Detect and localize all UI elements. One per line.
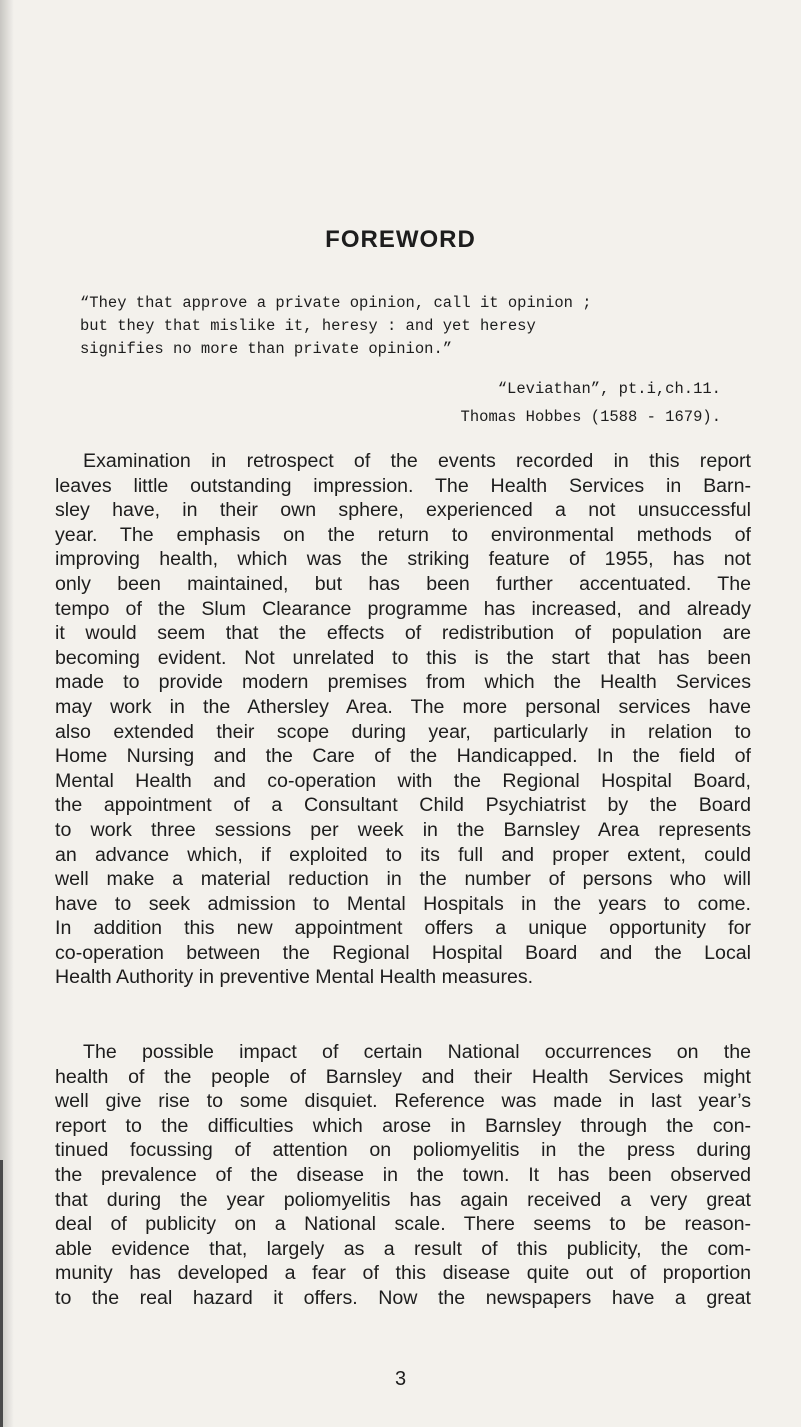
text-line: health of the people of Barnsley and their Health Services might — [55, 1065, 751, 1088]
epigraph-line: signifies no more than private opinion.” — [80, 340, 453, 358]
epigraph-source: “Leviathan”, pt.i,ch.11. — [497, 380, 721, 398]
text-line: made to provide modern premises from which the Health Services — [55, 671, 751, 694]
text-line: co-operation between the Regional Hospital Board and the Local — [55, 941, 751, 964]
text-line: that during the year poliomyelitis has again received a very great — [55, 1188, 751, 1211]
text-line: also extended their scope during year, particularly in relation to — [55, 720, 751, 743]
epigraph-attribution — [0, 375, 721, 431]
text-line: sley have, in their own sphere, experienced a not unsuccessful — [55, 499, 751, 522]
epigraph-line: but they that mislike it, heresy : and yet heresy — [80, 317, 536, 335]
page-heading: FOREWORD — [325, 226, 476, 253]
text-line: Health Authority in preventive Mental Health measures. — [55, 966, 534, 989]
text-line: In addition this new appointment offers a unique opportunity for — [55, 917, 751, 940]
text-line: tempo of the Slum Clearance programme has increased, and already — [55, 597, 751, 620]
text-line: able evidence that, largely as a result of this publicity, the com- — [55, 1237, 751, 1260]
text-line: it would seem that the effects of redistribution of population are — [55, 622, 751, 645]
text-line: have to seek admission to Mental Hospitals in the years to come. — [55, 892, 751, 915]
text-line: report to the difficulties which arose in Barnsley through the con- — [55, 1114, 751, 1137]
text-line: deal of publicity on a National scale. There seems to be reason- — [55, 1213, 751, 1236]
text-line: only been maintained, but has been further accentuated. The — [55, 572, 751, 595]
epigraph-author: Thomas Hobbes (1588 - 1679). — [460, 408, 721, 426]
epigraph-line: “They that approve a private opinion, call it opinion ; — [80, 294, 592, 312]
text-line: Mental Health and co-operation with the Regional Hospital Board, — [55, 769, 751, 792]
text-line: The possible impact of certain National occurrences on the — [83, 1041, 751, 1063]
text-line: well make a material reduction in the number of persons who will — [55, 868, 751, 891]
text-line: the appointment of a Consultant Child Psychiatrist by the Board — [55, 794, 751, 817]
text-line: Examination in retrospect of the events recorded in this report — [83, 450, 751, 472]
text-line: to work three sessions per week in the Barnsley Area represents — [55, 818, 751, 841]
text-line: munity has developed a fear of this disease quite out of proportion — [55, 1262, 751, 1285]
text-line: improving health, which was the striking feature of 1955, has not — [55, 548, 751, 571]
text-line: to the real hazard it offers. Now the newspapers have a great — [55, 1286, 751, 1309]
page-number: 3 — [394, 1368, 407, 1390]
text-line: well give rise to some disquiet. Reference was made in last year’s — [55, 1090, 751, 1113]
text-line: year. The emphasis on the return to environmental methods of — [55, 523, 751, 546]
paragraph-2 — [55, 1040, 751, 1311]
text-line: an advance which, if exploited to its full and proper extent, could — [55, 843, 751, 866]
text-line: leaves little outstanding impression. The Health Services in Barn- — [55, 474, 751, 497]
paragraph-1 — [55, 449, 751, 990]
text-line: Home Nursing and the Care of the Handicapped. In the field of — [55, 745, 751, 768]
text-line: becoming evident. Not unrelated to this is the start that has been — [55, 646, 751, 669]
text-line: tinued focussing of attention on poliomyelitis in the press during — [55, 1139, 751, 1162]
epigraph-quote — [80, 292, 720, 361]
text-line: may work in the Athersley Area. The more personal services have — [55, 695, 751, 718]
text-line: the prevalence of the disease in the town. It has been observed — [55, 1163, 751, 1186]
